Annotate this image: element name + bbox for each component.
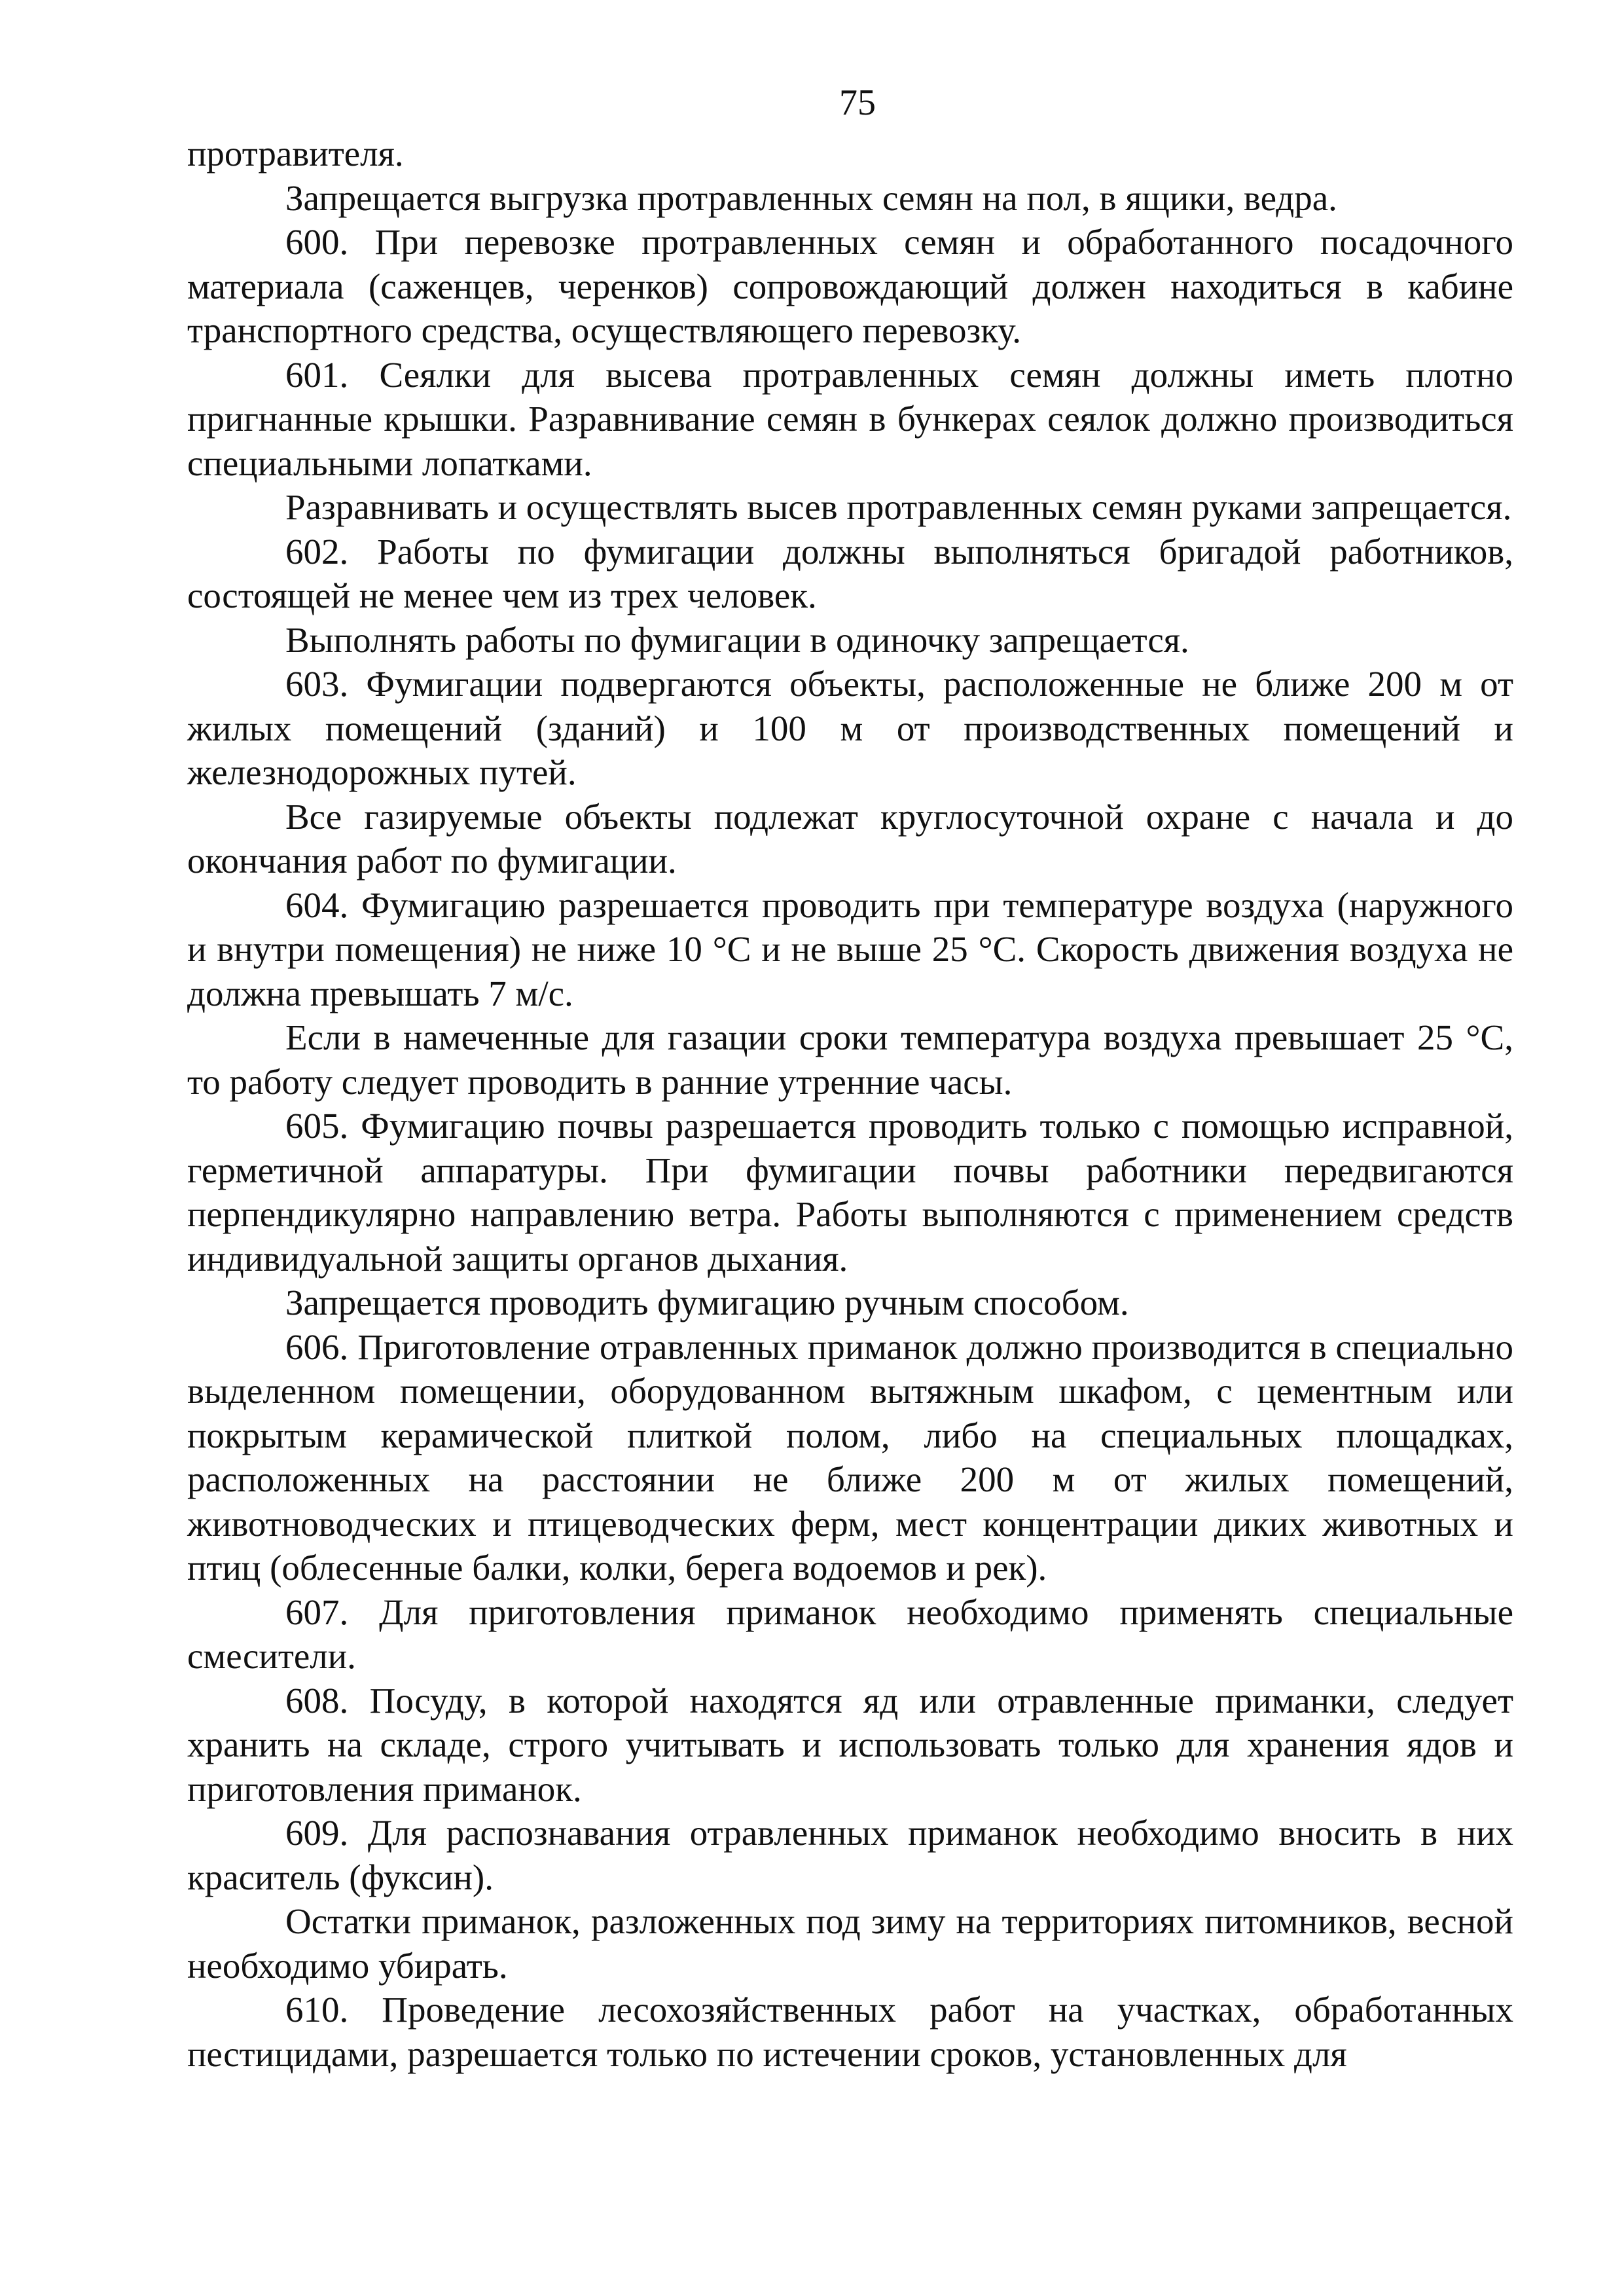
- paragraph-609: 609. Для распознавания отравленных приманок необходимо вносить в них краситель (фуксин).: [187, 1813, 1513, 1897]
- paragraph-605: 605. Фумигацию почвы разрешается проводить только с помощью исправной, герметичной аппаратуры. При фумигации почвы работники передвигаются перпендикулярно направлению ветра. Работы выполняются с применением средств индивидуальной защиты органов дыхания.: [187, 1106, 1513, 1279]
- paragraph-600: 600. При перевозке протравленных семян и обработанного посадочного материала (саженцев, черенков) сопровождающий должен находиться в кабине транспортного средства, осуществляющего перевозку.: [187, 222, 1513, 350]
- paragraph-602: 602. Работы по фумигации должны выполняться бригадой работников, состоящей не менее чем из трех человек.: [187, 531, 1513, 615]
- paragraph: Запрещается выгрузка протравленных семян на пол, в ящики, ведра.: [285, 177, 1337, 218]
- paragraph-606: 606. Приготовление отравленных приманок должно производится в специально выделенном помещении, оборудованном вытяжным шкафом, с цементным или покрытым керамической плиткой полом, либо на специальных площадках, расположенных на расстоянии не ближе 200 м от жилых помещений, животноводческих и птицеводческих ферм, мест концентрации диких животных и птиц (облесенные балки, колки, берега водоемов и рек).: [187, 1326, 1513, 1588]
- paragraph: Выполнять работы по фумигации в одиночку запрещается.: [285, 619, 1189, 660]
- paragraph-601: 601. Сеялки для высева протравленных семян должны иметь плотно пригнанные крышки. Разравнивание семян в бункерах сеялок должно производиться специальными лопатками.: [187, 354, 1513, 483]
- paragraph-607: 607. Для приготовления приманок необходимо применять специальные смесители.: [187, 1592, 1513, 1676]
- paragraph-608: 608. Посуду, в которой находятся яд или отравленные приманки, следует хранить на складе, строго учитывать и использовать только для хранения ядов и приготовления приманок.: [187, 1680, 1513, 1809]
- paragraph-603: 603. Фумигации подвергаются объекты, расположенные не ближе 200 м от жилых помещений (зданий) и 100 м от производственных помещений и железнодорожных путей.: [187, 664, 1513, 792]
- document-body: [187, 132, 1513, 2076]
- paragraph: Остатки приманок, разложенных под зиму на территориях питомников, весной необходимо убирать.: [187, 1901, 1513, 1986]
- paragraph: Запрещается проводить фумигацию ручным способом.: [285, 1283, 1129, 1322]
- paragraph: Разравнивать и осуществлять высев протравленных семян руками запрещается.: [285, 487, 1512, 527]
- paragraph-continuation: протравителя.: [187, 134, 404, 173]
- paragraph-610: 610. Проведение лесохозяйственных работ на участках, обработанных пестицидами, разрешается только по истечении сроков, установленных для: [187, 1990, 1513, 2074]
- paragraph: Все газируемые объекты подлежат круглосуточной охране с начала и до окончания работ по фумигации.: [187, 796, 1513, 881]
- paragraph: Если в намеченные для газации сроки температура воздуха превышает 25 °C, то работу следует проводить в ранние утренние часы.: [187, 1017, 1513, 1102]
- paragraph-604: 604. Фумигацию разрешается проводить при температуре воздуха (наружного и внутри помещения) не ниже 10 °C и не выше 25 °C. Скорость движения воздуха не должна превышать 7 м/с.: [187, 884, 1513, 1013]
- page-number: 75: [839, 82, 876, 123]
